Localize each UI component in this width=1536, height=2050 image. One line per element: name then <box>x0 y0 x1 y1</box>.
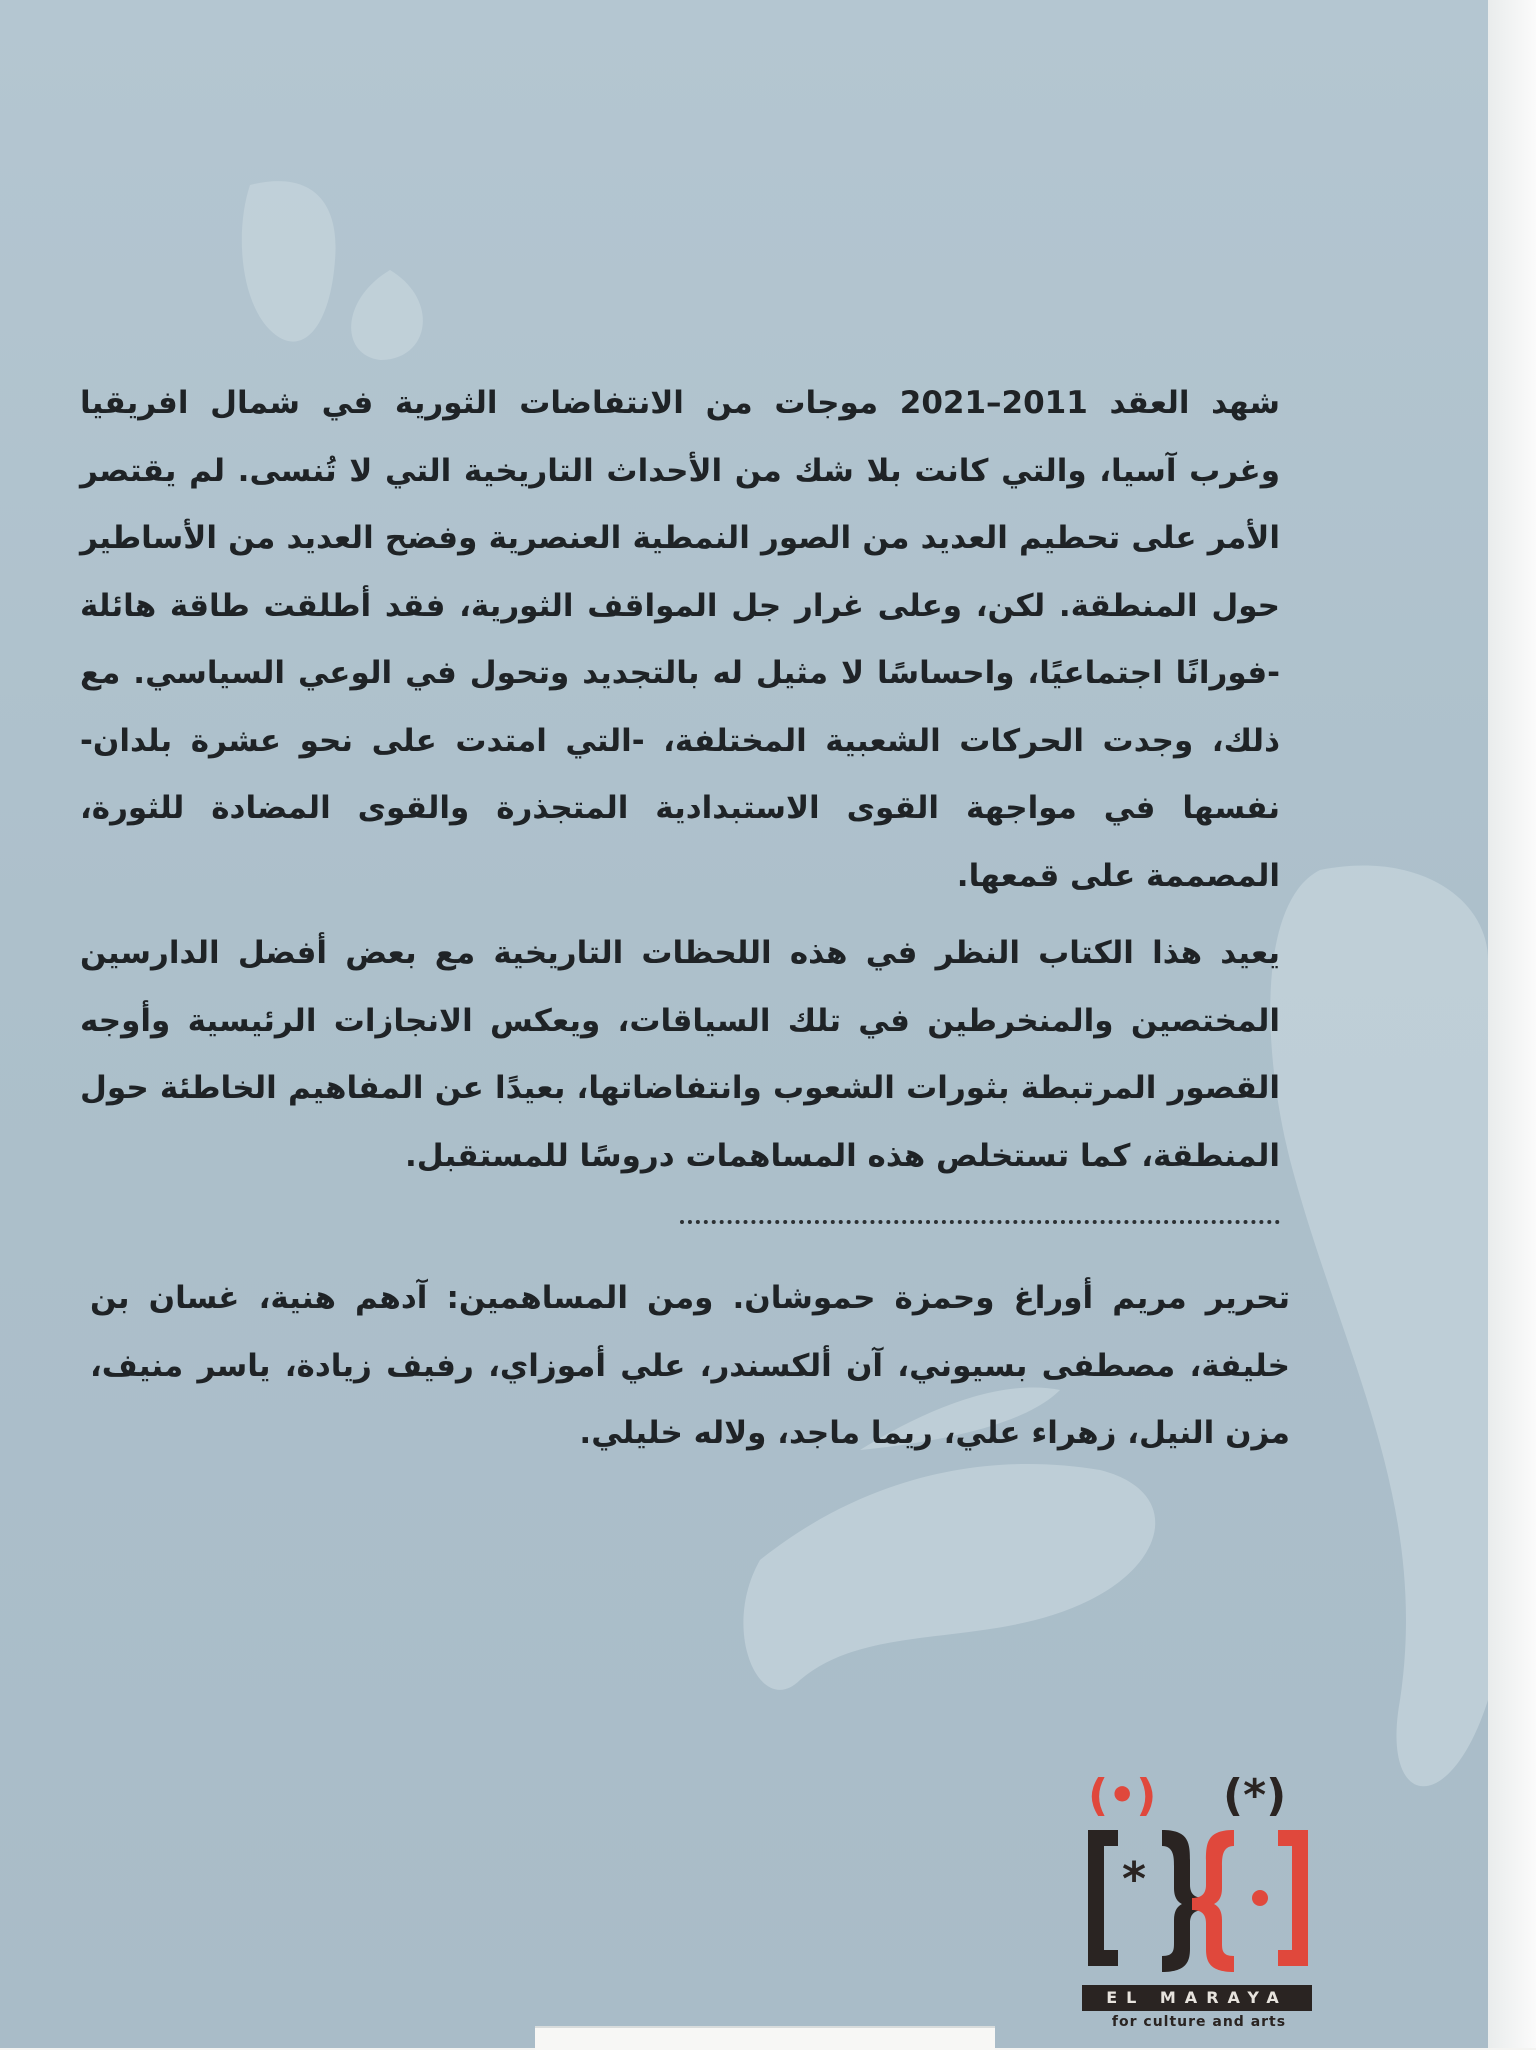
logo-name: EL MARAYA <box>1082 1985 1312 2011</box>
intro-text: شهد العقد 2011–2021 موجات من الانتفاضات الثورية في شمال افريقيا وغرب آسيا، والتي كانت بلا شك من الأحداث التاريخية التي لا تُنسى. لم يقتصر الأمر على تحطيم العديد من الصور النمطية العنصرية وفضح العديد من الأساطير حول المنطقة. لكن، وعلى غرار جل المواقف الثورية، فقد أطلقت طاقة هائلة -فورانًا اجتماعيًا، واحساسًا لا مثيل له بالتجديد وتحول في الوعي السياسي. مع ذلك، وجدت الحركات الشعبية المختلفة، -التي امتدت على نحو عشرة بلدان- نفسها في مواجهة القوى الاستبدادية المتجذرة والقوى المضادة للثورة، المصممة على قمعها. <box>80 385 1280 894</box>
logo-tagline: for culture and arts <box>1111 2014 1287 2030</box>
dotted-divider <box>680 1220 1280 1224</box>
logo-top-left-glyph: (•) <box>1088 1770 1157 1821</box>
book-description-paragraph <box>80 920 1280 1190</box>
page-edge <box>1488 0 1536 2048</box>
contributors-text: تحرير مريم أوراغ وحمزة حموشان. ومن المساهمين: آدهم هنية، غسان بن خليفة، مصطفى بسيوني، آن ألكسندر، علي أموزاي، رفيف زيادة، ياسر منيف، مزن النيل، زهراء علي، ريما ماجد، ولاله خليلي. <box>90 1280 1290 1451</box>
barcode-sticker-edge <box>535 2026 995 2050</box>
book-description-text: يعيد هذا الكتاب النظر في هذه اللحظات التاريخية مع بعض أفضل الدارسين المختصين والمنخرطين في تلك السياقات، ويعكس الانجازات الرئيسية وأوجه القصور المرتبطة بثورات الشعوب وانتفاضاتها، بعيدًا عن المفاهيم الخاطئة حول المنطقة، كما تستخلص هذه المساهمات دروسًا للمستقبل. <box>80 935 1280 1174</box>
intro-paragraph <box>80 370 1280 910</box>
logo-top-right-glyph: (*) <box>1223 1770 1287 1821</box>
contributors-paragraph <box>90 1265 1290 1468</box>
svg-text:*: * <box>1122 1852 1147 1906</box>
